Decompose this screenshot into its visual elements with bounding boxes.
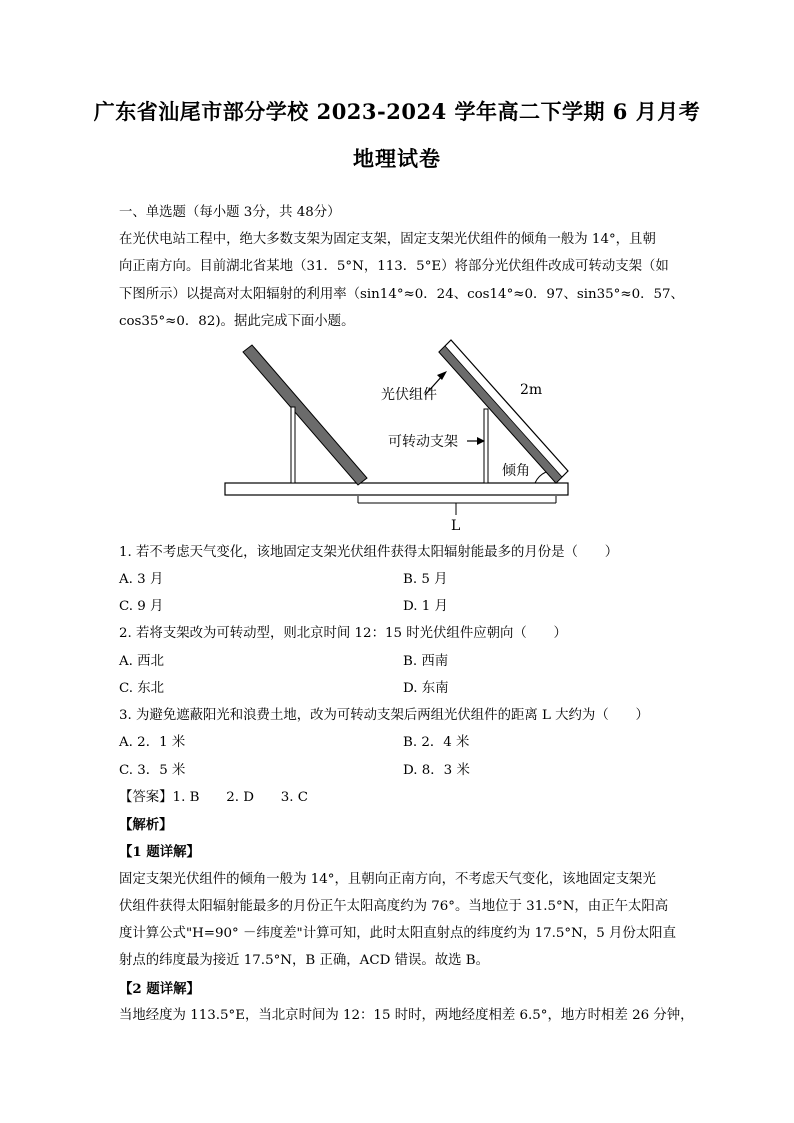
left-support [291,407,295,483]
intro-line-2: 向正南方向。目前湖北省某地（31．5°N，113．5°E）将部分光伏组件改成可转动支架（如 [119,259,669,274]
detail-2-heading: 【2 题详解】 [119,981,200,997]
left-solar-panel [243,345,367,485]
label-distance: L [451,518,461,534]
label-panel: 光伏组件 [381,387,437,403]
q1-option-a: A. 3 月 [119,572,164,587]
solar-bracket-figure [215,335,580,535]
label-length: 2m [520,382,543,398]
detail-1-line-1: 固定支架光伏组件的倾角一般为 14°，且朝向正南方向，不考虑天气变化，该地固定支架光 [119,872,656,887]
intro-line-3: 下图所示）以提高对太阳辐射的利用率（sin14°≈0．24、cos14°≈0．97、sin35°≈0．57、 [119,287,684,302]
detail-2-line-1: 当地经度为 113.5°E，当北京时间为 12：15 时时，两地经度相差 6.5°，地方时相差 26 分钟， [119,1008,694,1023]
detail-1-line-2: 伏组件获得太阳辐射能最多的月份正午太阳高度约为 76°。当地位于 31.5°N，由正午太阳高 [119,899,669,914]
q3-option-d: D. 8．3 米 [403,763,470,778]
q2-option-c: C. 东北 [119,681,165,696]
q1-option-c: C. 9 月 [119,599,164,614]
detail-1-line-4: 射点的纬度最为接近 17.5°N，B 正确，ACD 错误。故选 B。 [119,953,490,968]
intro-line-4: cos35°≈0．82)。据此完成下面小题。 [119,314,355,329]
answer-line: 【答案】1. B 2. D 3. C [119,790,309,805]
detail-1-line-3: 度计算公式"H=90° －纬度差"计算可知，此时太阳直射点的纬度约为 17.5°N，5 月份太阳直 [119,926,676,941]
q1-option-d: D. 1 月 [403,599,448,614]
label-angle: 倾角 [502,463,530,479]
question-3-stem: 3. 为避免遮蔽阳光和浪费土地，改为可转动支架后两组光伏组件的距离 L 大约为（ ） [119,708,649,723]
intro-line-1: 在光伏电站工程中，绝大多数支架为固定支架，固定支架光伏组件的倾角一般为 14°，且朝 [119,232,656,247]
q1-option-b: B. 5 月 [403,572,448,587]
detail-1-heading: 【1 题详解】 [119,844,200,860]
question-2-stem: 2. 若将支架改为可转动型，则北京时间 12：15 时光伏组件应朝向（ ） [119,626,567,641]
ground-base [225,483,568,495]
q3-option-a: A. 2．1 米 [119,735,186,750]
page-title: 广东省汕尾市部分学校 2023-2024 学年高二下学期 6 月月考 [93,99,701,124]
page-subtitle: 地理试卷 [353,146,441,171]
q2-option-a: A. 西北 [119,654,164,669]
q3-option-b: B. 2．4 米 [403,735,470,750]
question-1-stem: 1. 若不考虑天气变化，该地固定支架光伏组件获得太阳辐射能最多的月份是（ ） [119,545,619,560]
label-bracket: 可转动支架 [388,434,458,450]
right-support [484,409,488,483]
q3-option-c: C. 3．5 米 [119,763,186,778]
section-heading: 一、单选题（每小题 3分，共 48分） [119,205,341,220]
analysis-heading: 【解析】 [119,817,173,833]
q2-option-d: D. 东南 [403,681,449,696]
q2-option-b: B. 西南 [403,654,449,669]
